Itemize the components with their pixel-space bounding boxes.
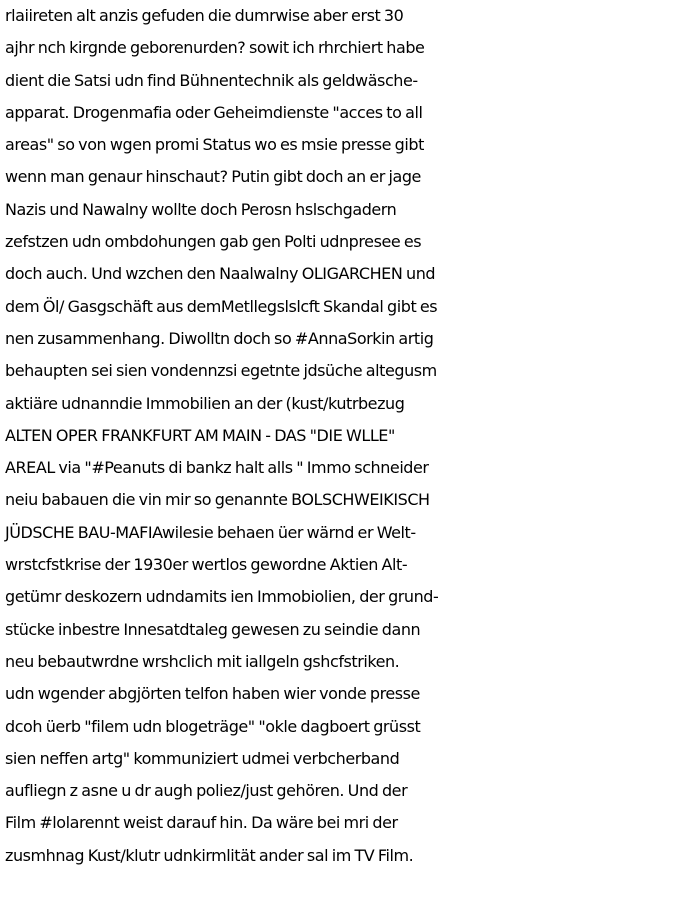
text-line: AREAL via "#Peanuts di bankz halt alls " Immo schneider xyxy=(5,458,429,478)
text-line: aufliegn z asne u dr augh poliez/just gehören. Und der xyxy=(5,781,408,801)
text-line: zefstzen udn ombdohungen gab gen Polti udnpresee es xyxy=(5,232,422,252)
text-line: ajhr nch kirgnde geborenurden? sowit ich rhrchiert habe xyxy=(5,38,425,58)
text-line: behaupten sei sien vondennzsi egetnte jdsüche altegusm xyxy=(5,361,437,381)
text-line: rlaiireten alt anzis gefuden die dumrwise aber erst 30 xyxy=(5,6,404,25)
text-line: JÜDSCHE BAU-MAFIAwilesie behaen üer wärnd er Welt- xyxy=(5,522,416,542)
text-line: apparat. Drogenmafia oder Geheimdienste "acces to all xyxy=(5,102,423,122)
text-line: sien neffen artg" kommuniziert udmei verbcherband xyxy=(5,748,400,768)
text-line: dcoh üerb "filem udn blogeträge" "okle dagboert grüsst xyxy=(5,716,421,736)
text-line: dem Öl/ Gasgschäft aus demMetllegslslcft Skandal gibt es xyxy=(5,296,438,316)
text-line: ALTEN OPER FRANKFURT AM MAIN - DAS "DIE WLLE" xyxy=(5,425,395,445)
text-line: udn wgender abgjörten telfon haben wier vonde presse xyxy=(5,684,420,704)
text-line: aktiäre udnanndie Immobilien an der (kust/kutrbezug xyxy=(5,393,405,413)
text-line: dient die Satsi udn find Bühnentechnik als geldwäsche- xyxy=(5,70,418,90)
text-line: getümr deskozern udndamits ien Immobiolien, der grund- xyxy=(5,587,439,607)
text-line: wrstcfstkrise der 1930er wertlos gewordne Aktien Alt- xyxy=(5,555,408,575)
text-line: doch auch. Und wzchen den Naalwalny OLIGARCHEN und xyxy=(5,264,436,284)
text-line: Nazis und Nawalny wollte doch Perosn hslschgadern xyxy=(5,199,397,219)
text-line: zusmhnag Kust/klutr udnkirmlität ander sal im TV Film. xyxy=(5,845,414,865)
document-body xyxy=(5,0,683,872)
text-line: areas" so von wgen promi Status wo es msie presse gibt xyxy=(5,135,424,155)
text-line: wenn man genaur hinschaut? Putin gibt doch an er jage xyxy=(5,167,421,187)
text-line: Film #lolarennt weist darauf hin. Da wäre bei mri der xyxy=(5,813,398,833)
text-line: nen zusammenhang. Diwolltn doch so #AnnaSorkin artig xyxy=(5,328,434,348)
text-line: neiu babauen die vin mir so genannte BOLSCHWEIKISCH xyxy=(5,490,430,510)
text-line: stücke inbestre Innesatdtaleg gewesen zu seindie dann xyxy=(5,619,421,639)
text-line: neu bebautwrdne wrshclich mit iallgeln gshcfstriken. xyxy=(5,651,400,671)
